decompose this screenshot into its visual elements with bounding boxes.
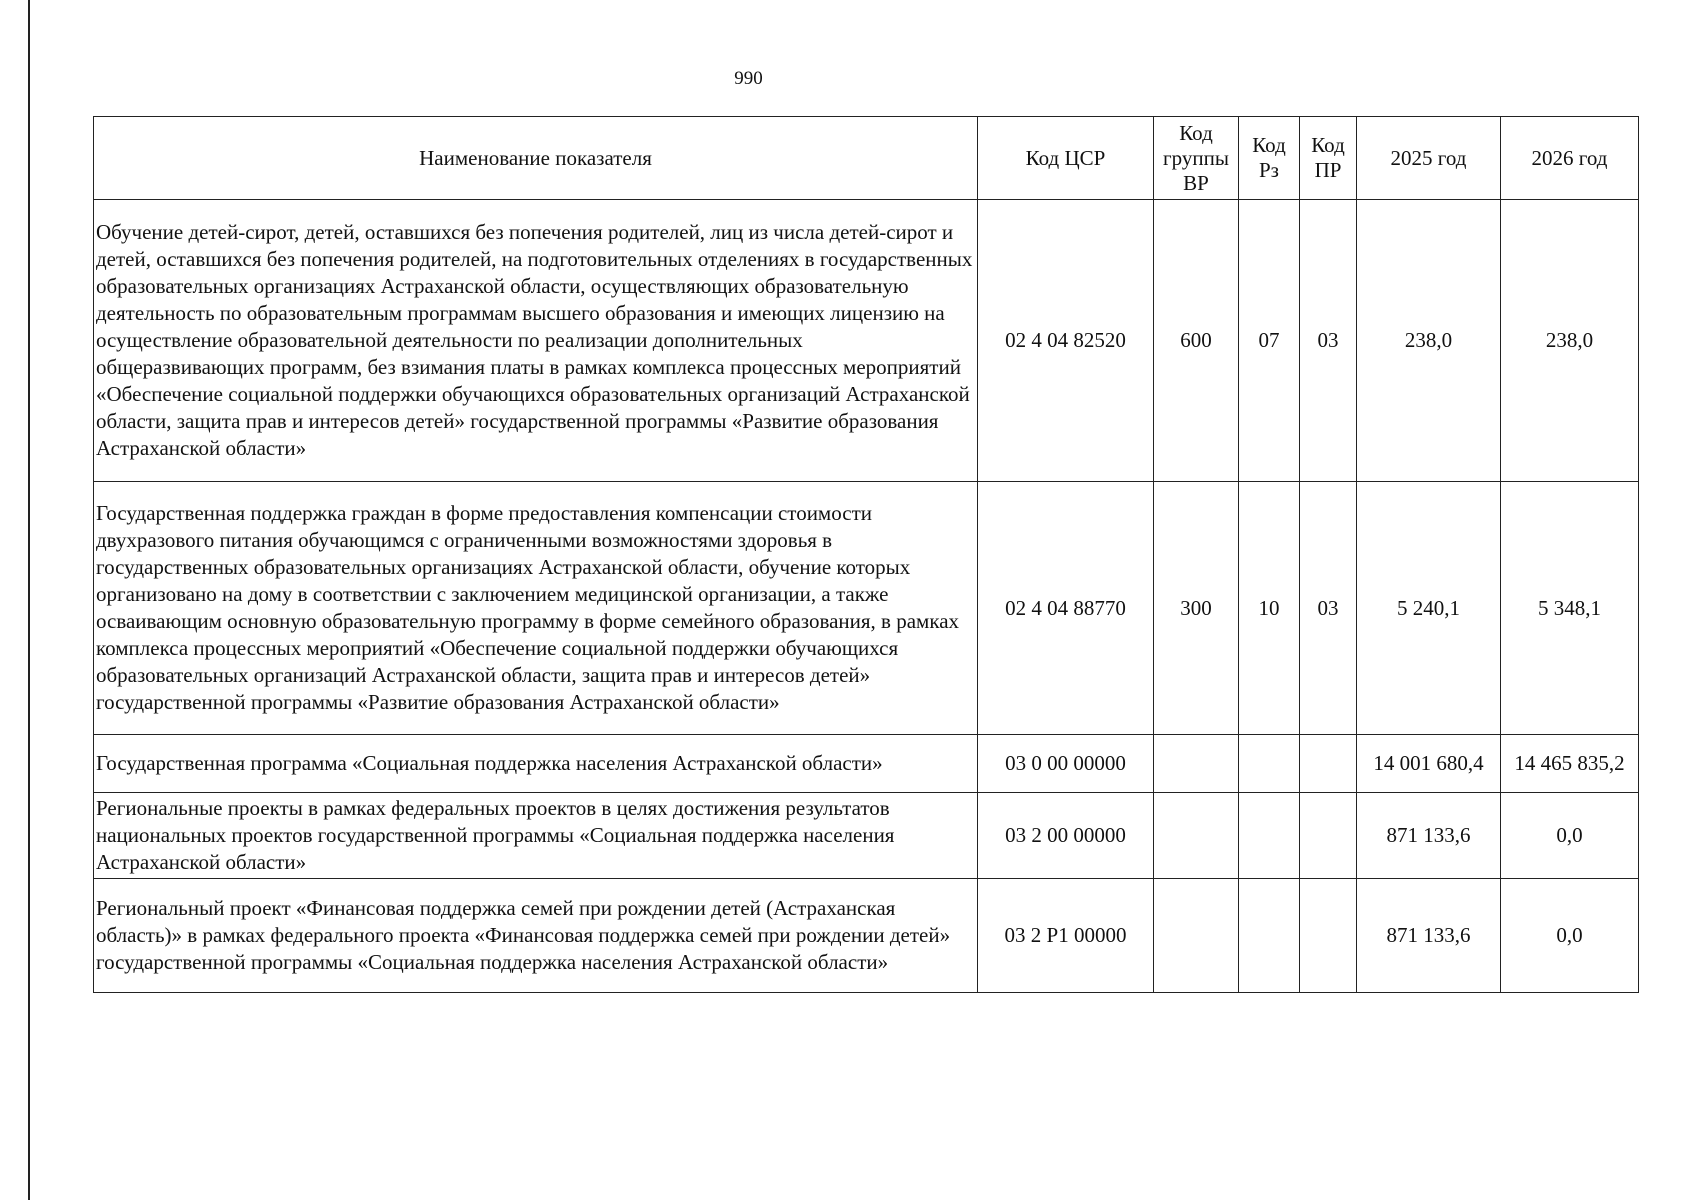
row-vr-code	[1154, 735, 1239, 793]
row-value-2025: 871 133,6	[1357, 879, 1501, 993]
row-value-2025: 5 240,1	[1357, 482, 1501, 735]
table-row	[94, 793, 1639, 879]
row-value-2026: 5 348,1	[1501, 482, 1639, 735]
row-name: Обучение детей-сирот, детей, оставшихся без попечения родителей, лиц из числа детей-сирот и детей, оставшихся без попечения родителей, на подготовительных отделениях в государственных образовательных организациях Астраханской области, осуществляющих образовательную деятельность по образовательным программам высшего образования и имеющих лицензию на осуществление образовательной деятельности по реализации дополнительных общеразвивающих программ, без взимания платы в рамках комплекса процессных мероприятий «Обеспечение социальной поддержки обучающихся образовательных организаций Астраханской области, защита прав и интересов детей» государственной программы «Развитие образования Астраханской области»	[94, 200, 978, 482]
header-rz-code: Код Рз	[1239, 117, 1300, 200]
row-csr-code: 03 0 00 00000	[978, 735, 1154, 793]
row-pr-code	[1300, 793, 1357, 879]
row-value-2025: 871 133,6	[1357, 793, 1501, 879]
row-value-2026: 0,0	[1501, 793, 1639, 879]
row-csr-code: 03 2 00 00000	[978, 793, 1154, 879]
row-value-2025: 14 001 680,4	[1357, 735, 1501, 793]
row-value-2026: 238,0	[1501, 200, 1639, 482]
row-csr-code: 02 4 04 82520	[978, 200, 1154, 482]
budget-table	[93, 116, 1639, 993]
row-vr-code	[1154, 879, 1239, 993]
row-pr-code	[1300, 879, 1357, 993]
header-name: Наименование показателя	[94, 117, 978, 200]
table-row	[94, 482, 1639, 735]
row-pr-code: 03	[1300, 200, 1357, 482]
row-name: Государственная программа «Социальная поддержка населения Астраханской области»	[94, 735, 978, 793]
row-rz-code	[1239, 793, 1300, 879]
row-value-2025: 238,0	[1357, 200, 1501, 482]
row-rz-code: 10	[1239, 482, 1300, 735]
page-number: 990	[734, 68, 763, 89]
row-value-2026: 14 465 835,2	[1501, 735, 1639, 793]
header-pr-code: Код ПР	[1300, 117, 1357, 200]
row-rz-code: 07	[1239, 200, 1300, 482]
header-vr-code: Код группы ВР	[1154, 117, 1239, 200]
table-row	[94, 735, 1639, 793]
row-csr-code: 03 2 Р1 00000	[978, 879, 1154, 993]
row-pr-code	[1300, 735, 1357, 793]
header-csr-code: Код ЦСР	[978, 117, 1154, 200]
header-2025: 2025 год	[1357, 117, 1501, 200]
row-value-2026: 0,0	[1501, 879, 1639, 993]
table-header-row	[94, 117, 1639, 200]
row-csr-code: 02 4 04 88770	[978, 482, 1154, 735]
table-row	[94, 879, 1639, 993]
row-name: Региональные проекты в рамках федеральных проектов в целях достижения результатов национальных проектов государственной программы «Социальная поддержка населения Астраханской области»	[94, 793, 978, 879]
row-rz-code	[1239, 735, 1300, 793]
table-row	[94, 200, 1639, 482]
row-vr-code: 600	[1154, 200, 1239, 482]
row-name: Государственная поддержка граждан в форме предоставления компенсации стоимости двухразового питания обучающимся с ограниченными возможностями здоровья в государственных образовательных организациях Астраханской области, обучение которых организовано на дому в соответствии с заключением медицинской организации, а также осваивающим основную образовательную программу в форме семейного образования, в рамках комплекса процессных мероприятий «Обеспечение социальной поддержки обучающихся образовательных организаций Астраханской области, защита прав и интересов детей» государственной программы «Развитие образования Астраханской области»	[94, 482, 978, 735]
row-vr-code: 300	[1154, 482, 1239, 735]
row-rz-code	[1239, 879, 1300, 993]
row-vr-code	[1154, 793, 1239, 879]
row-pr-code: 03	[1300, 482, 1357, 735]
row-name: Региональный проект «Финансовая поддержка семей при рождении детей (Астраханская область)» в рамках федерального проекта «Финансовая поддержка семей при рождении детей» государственной программы «Социальная поддержка населения Астраханской области»	[94, 879, 978, 993]
binding-margin-line	[28, 0, 30, 1200]
header-2026: 2026 год	[1501, 117, 1639, 200]
